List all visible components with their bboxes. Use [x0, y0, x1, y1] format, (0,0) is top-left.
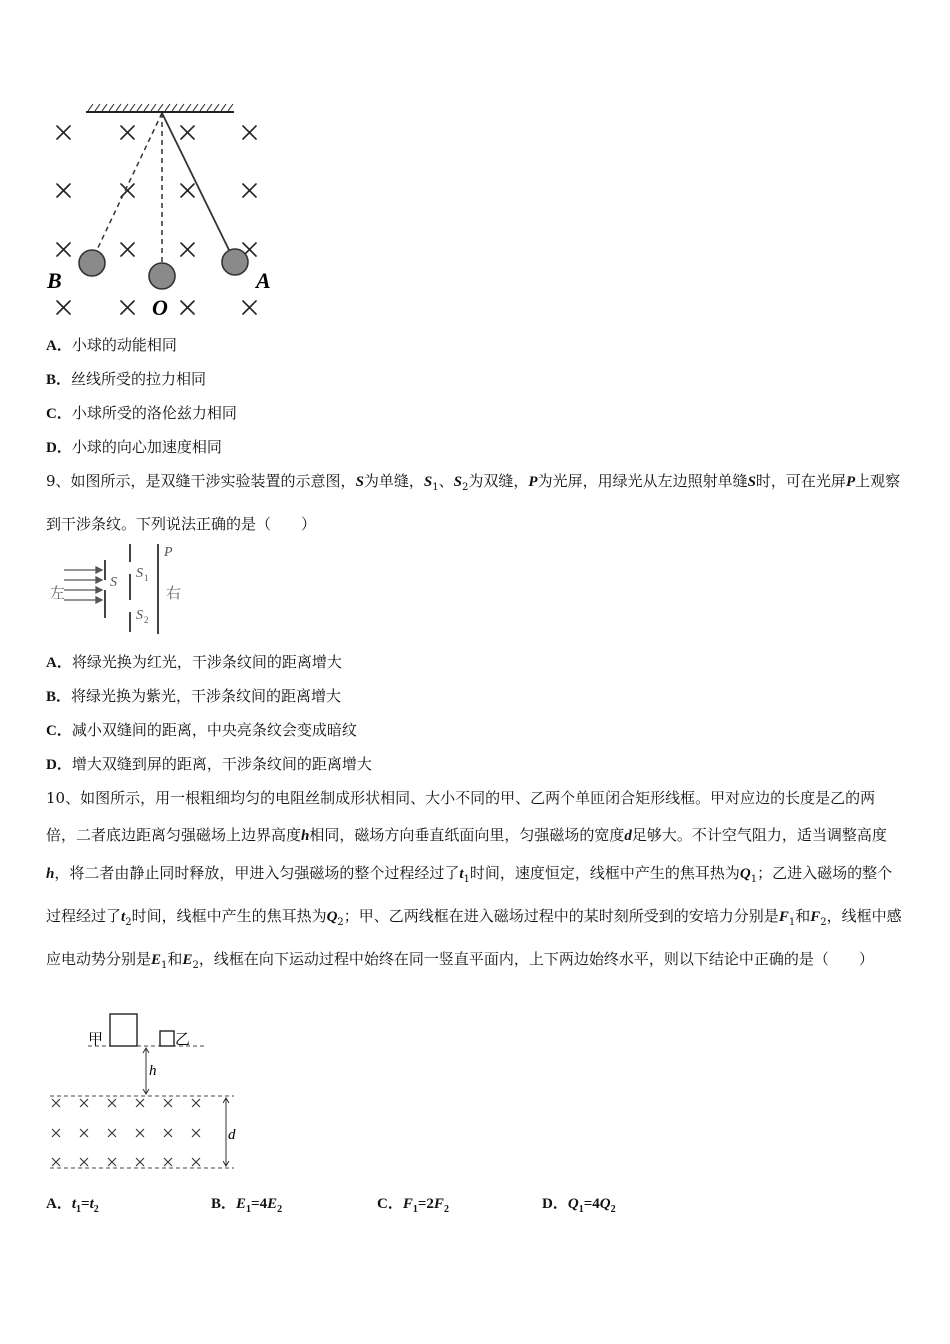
field-cross-marks: [52, 1099, 200, 1166]
option-letter: B．: [46, 372, 72, 388]
option-text: 小球的向心加速度相同: [71, 438, 222, 456]
option-text: 丝线所受的拉力相同: [71, 370, 207, 388]
option-letter: D．: [46, 757, 72, 773]
q8-option-a: [46, 335, 177, 356]
question-number: 9、: [46, 472, 71, 490]
label-a: A: [256, 268, 271, 293]
option-text: 将绿光换为紫光，干涉条纹间的距离增大: [71, 687, 342, 705]
label-o: O: [152, 295, 168, 320]
svg-text:S: S: [136, 608, 143, 623]
option-text: 小球所受的洛伦兹力相同: [71, 404, 237, 422]
option-letter: B．: [46, 689, 72, 705]
frame-jia: [110, 1014, 137, 1046]
label-left: 左: [50, 586, 66, 602]
label-b: B: [47, 268, 62, 293]
q9-option-a: [46, 652, 342, 673]
option-letter: D．: [46, 440, 72, 456]
frames-magnetic-field-figure: [44, 1008, 244, 1178]
q9-option-b: [46, 686, 341, 707]
option-text: 减小双缝间的距离，中央亮条纹会变成暗纹: [71, 721, 357, 739]
label-right: 右: [166, 586, 182, 602]
option-text: 将绿光换为红光，干涉条纹间的距离增大: [71, 653, 342, 671]
frame-yi: [160, 1031, 174, 1046]
q9-option-d: [46, 754, 372, 775]
q10-option-b: B．$E_1=4E_2$: [211, 1196, 283, 1215]
q10-option-d: D．$Q_1=4Q_2$: [542, 1196, 616, 1215]
option-letter: C．: [46, 406, 72, 422]
option-text: 小球的动能相同: [71, 336, 177, 354]
option-letter: A．: [46, 655, 72, 671]
svg-text:h: h: [149, 1063, 157, 1079]
option-letter: C．: [46, 723, 72, 739]
q10-option-c: C．$F_1=2F_2$: [377, 1196, 449, 1215]
svg-text:1: 1: [144, 573, 149, 583]
ball-a: [222, 249, 248, 275]
q9-option-c: [46, 720, 357, 741]
label-jia: 甲: [88, 1032, 104, 1048]
svg-text:S: S: [136, 566, 143, 581]
q8-option-c: [46, 403, 237, 424]
q10-option-a: A．$t_1=t_2$: [46, 1196, 99, 1215]
pendulum-magnetic-field-figure: [40, 100, 290, 325]
q8-option-d: [46, 437, 222, 458]
q9-stem: 9、如图所示，是双缝干涉实验装置的示意图，S为单缝，$S_1$、$S_2$为双缝，P为光屏，用绿光从左边照射单缝S时，可在光屏P上观察到干涉条纹。下列说法正确的是（ ）: [46, 472, 901, 533]
svg-text:S: S: [110, 575, 117, 590]
option-letter: A．: [46, 338, 72, 354]
option-text: 增大双缝到屏的距离，干涉条纹间的距离增大: [71, 755, 372, 773]
double-slit-figure: [44, 540, 194, 640]
q8-option-b: [46, 369, 206, 390]
svg-text:d: d: [228, 1127, 236, 1143]
label-yi: 乙: [175, 1032, 191, 1048]
q10-stem: 10、如图所示，用一根粗细均匀的电阻丝制成形状相同、大小不同的甲、乙两个单匝闭合矩形线框。甲对应边的长度是乙的两倍，二者底边距离匀强磁场上边界高度h相同，磁场方向垂直纸面向里，匀强磁场的宽度d足够大。不计空气阻力，适当调整高度h，将二者由静止同时释放，甲进入匀强磁场的整个过程经过了$t_1$时间，速度恒定，线框中产生的焦耳热为$Q_1$；乙进入磁场的整个过程经过了$t_2$时间，线框中产生的焦耳热为$Q_2$；甲、乙两线框在进入磁场过程中的某时刻所受到的安培力分别是$F_1$和$F_2$，线框中感应电动势分别是$E_1$和$E_2$，线框在向下运动过程中始终在同一竖直平面内，上下两边始终水平，则以下结论中正确的是（ ）: [46, 789, 902, 971]
svg-text:2: 2: [144, 615, 149, 625]
question-number: 10、: [46, 789, 81, 807]
ball-b: [79, 250, 105, 276]
ball-o: [149, 263, 175, 289]
svg-text:P: P: [164, 545, 173, 560]
